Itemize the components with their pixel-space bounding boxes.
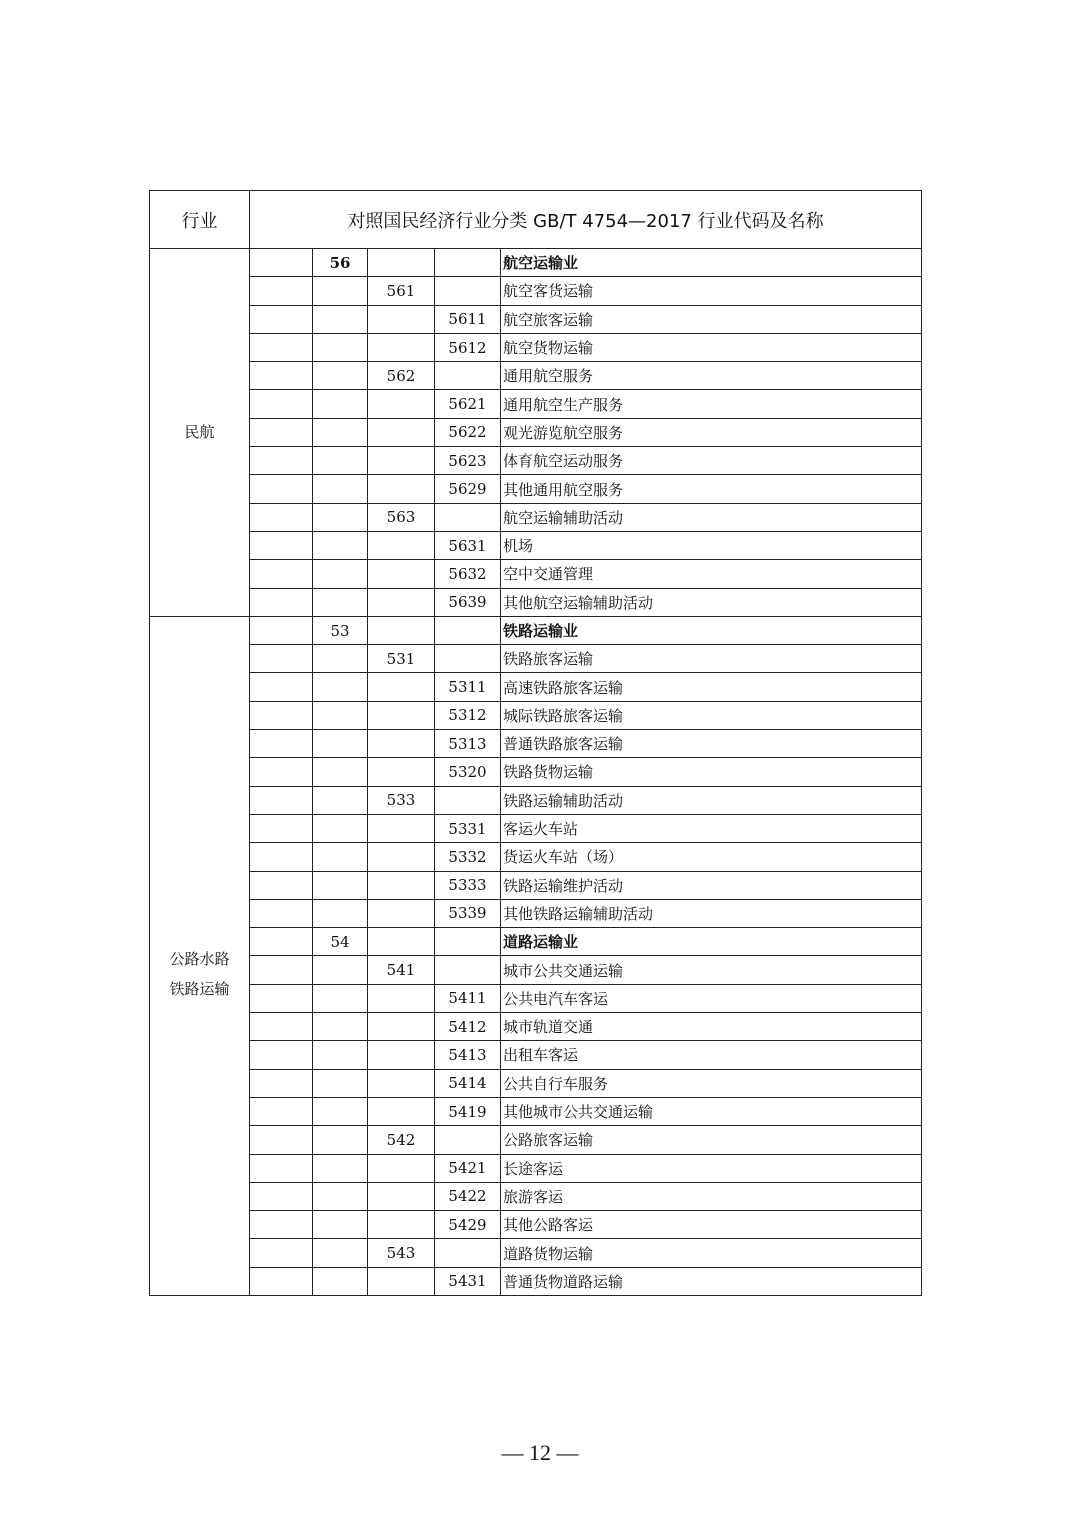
blank-cell	[250, 475, 313, 503]
blank-cell	[250, 899, 313, 927]
industry-code-name: 铁路旅客运输	[501, 645, 922, 673]
class-code: 5631	[435, 531, 501, 559]
industry-code-name: 航空运输辅助活动	[501, 503, 922, 531]
group-code: 543	[368, 1239, 435, 1267]
group-code	[368, 1182, 435, 1210]
group-code	[368, 730, 435, 758]
industry-code-name: 城际铁路旅客运输	[501, 701, 922, 729]
table-row	[150, 1069, 922, 1097]
class-code: 5639	[435, 588, 501, 616]
industry-code-name: 普通货物道路运输	[501, 1267, 922, 1295]
table-row	[150, 928, 922, 956]
division-code	[313, 814, 368, 842]
blank-cell	[250, 390, 313, 418]
group-code	[368, 899, 435, 927]
industry-code-name: 其他航空运输辅助活动	[501, 588, 922, 616]
division-code	[313, 390, 368, 418]
division-code: 54	[313, 928, 368, 956]
industry-code-name: 高速铁路旅客运输	[501, 673, 922, 701]
blank-cell	[250, 701, 313, 729]
class-code: 5331	[435, 814, 501, 842]
blank-cell	[250, 645, 313, 673]
class-code: 5421	[435, 1154, 501, 1182]
class-code: 5431	[435, 1267, 501, 1295]
blank-cell	[250, 1239, 313, 1267]
division-code	[313, 531, 368, 559]
group-code	[368, 305, 435, 333]
division-code	[313, 758, 368, 786]
table-row	[150, 645, 922, 673]
table-row	[150, 758, 922, 786]
group-code	[368, 1097, 435, 1125]
table-row	[150, 447, 922, 475]
group-code	[368, 1211, 435, 1239]
table-row	[150, 786, 922, 814]
industry-code-name: 公路旅客运输	[501, 1126, 922, 1154]
division-code	[313, 956, 368, 984]
blank-cell	[250, 588, 313, 616]
class-code: 5413	[435, 1041, 501, 1069]
table-row	[150, 390, 922, 418]
group-code	[368, 531, 435, 559]
blank-cell	[250, 814, 313, 842]
blank-cell	[250, 928, 313, 956]
division-code	[313, 1041, 368, 1069]
table-row	[150, 1126, 922, 1154]
class-code: 5333	[435, 871, 501, 899]
class-code: 5622	[435, 418, 501, 446]
table-row	[150, 503, 922, 531]
industry-name: 民航	[184, 423, 215, 442]
group-code	[368, 249, 435, 277]
division-code	[313, 362, 368, 390]
class-code: 5419	[435, 1097, 501, 1125]
table-row	[150, 984, 922, 1012]
class-code: 5313	[435, 730, 501, 758]
industry-code-name: 航空运输业	[501, 249, 922, 277]
division-code	[313, 1126, 368, 1154]
class-code: 5429	[435, 1211, 501, 1239]
industry-code-table	[149, 190, 922, 1296]
industry-cell	[150, 249, 250, 617]
class-code: 5332	[435, 843, 501, 871]
division-code	[313, 984, 368, 1012]
group-code: 563	[368, 503, 435, 531]
group-code	[368, 390, 435, 418]
industry-code-name: 长途客运	[501, 1154, 922, 1182]
division-code	[313, 447, 368, 475]
division-code	[313, 1267, 368, 1295]
industry-code-name: 空中交通管理	[501, 560, 922, 588]
class-code	[435, 362, 501, 390]
blank-cell	[250, 503, 313, 531]
table-row	[150, 673, 922, 701]
group-code	[368, 701, 435, 729]
industry-code-name: 铁路运输业	[501, 616, 922, 644]
table-row	[150, 475, 922, 503]
class-code	[435, 956, 501, 984]
class-code: 5339	[435, 899, 501, 927]
industry-code-name: 客运火车站	[501, 814, 922, 842]
industry-name-line: 公路水路	[169, 949, 230, 968]
group-code	[368, 447, 435, 475]
table-row	[150, 249, 922, 277]
class-code: 5632	[435, 560, 501, 588]
group-code: 542	[368, 1126, 435, 1154]
class-code: 5320	[435, 758, 501, 786]
division-code	[313, 418, 368, 446]
class-code	[435, 1239, 501, 1267]
division-code	[313, 277, 368, 305]
division-code	[313, 899, 368, 927]
table-row	[150, 560, 922, 588]
industry-code-name: 观光游览航空服务	[501, 418, 922, 446]
division-code	[313, 673, 368, 701]
industry-code-name: 旅游客运	[501, 1182, 922, 1210]
header-industry: 行业	[150, 191, 250, 249]
table-row	[150, 616, 922, 644]
blank-cell	[250, 758, 313, 786]
division-code	[313, 730, 368, 758]
industry-name-line: 铁路运输	[169, 979, 230, 998]
blank-cell	[250, 786, 313, 814]
class-code: 5623	[435, 447, 501, 475]
industry-code-name: 城市轨道交通	[501, 1013, 922, 1041]
division-code	[313, 871, 368, 899]
industry-code-name: 普通铁路旅客运输	[501, 730, 922, 758]
blank-cell	[250, 447, 313, 475]
blank-cell	[250, 560, 313, 588]
table-row	[150, 956, 922, 984]
table-row	[150, 871, 922, 899]
group-code	[368, 1013, 435, 1041]
industry-code-name: 其他通用航空服务	[501, 475, 922, 503]
blank-cell	[250, 673, 313, 701]
table-row	[150, 305, 922, 333]
industry-code-name: 出租车客运	[501, 1041, 922, 1069]
table-row	[150, 814, 922, 842]
division-code	[313, 786, 368, 814]
industry-code-name: 航空客货运输	[501, 277, 922, 305]
industry-code-name: 通用航空服务	[501, 362, 922, 390]
division-code	[313, 1013, 368, 1041]
header-codes: 对照国民经济行业分类 GB/T 4754—2017 行业代码及名称	[250, 191, 922, 249]
blank-cell	[250, 1069, 313, 1097]
blank-cell	[250, 1041, 313, 1069]
group-code	[368, 1154, 435, 1182]
class-code: 5312	[435, 701, 501, 729]
blank-cell	[250, 362, 313, 390]
class-code: 5311	[435, 673, 501, 701]
table-row	[150, 333, 922, 361]
blank-cell	[250, 1154, 313, 1182]
blank-cell	[250, 871, 313, 899]
group-code	[368, 418, 435, 446]
blank-cell	[250, 1267, 313, 1295]
table-row	[150, 1097, 922, 1125]
division-code	[313, 503, 368, 531]
division-code: 56	[313, 249, 368, 277]
division-code	[313, 1182, 368, 1210]
blank-cell	[250, 1013, 313, 1041]
industry-code-name: 城市公共交通运输	[501, 956, 922, 984]
table-row	[150, 277, 922, 305]
division-code	[313, 588, 368, 616]
table-row	[150, 1267, 922, 1295]
class-code: 5412	[435, 1013, 501, 1041]
group-code	[368, 1069, 435, 1097]
industry-code-name: 其他铁路运输辅助活动	[501, 899, 922, 927]
division-code	[313, 701, 368, 729]
group-code: 533	[368, 786, 435, 814]
industry-code-name: 其他公路客运	[501, 1211, 922, 1239]
blank-cell	[250, 333, 313, 361]
industry-code-name: 通用航空生产服务	[501, 390, 922, 418]
division-code	[313, 305, 368, 333]
industry-code-name: 铁路运输维护活动	[501, 871, 922, 899]
group-code: 541	[368, 956, 435, 984]
blank-cell	[250, 418, 313, 446]
blank-cell	[250, 843, 313, 871]
industry-code-name: 航空旅客运输	[501, 305, 922, 333]
table-row	[150, 418, 922, 446]
class-code: 5629	[435, 475, 501, 503]
division-code: 53	[313, 616, 368, 644]
table-row	[150, 701, 922, 729]
class-code	[435, 249, 501, 277]
group-code	[368, 616, 435, 644]
group-code	[368, 588, 435, 616]
class-code: 5422	[435, 1182, 501, 1210]
industry-code-name: 公共电汽车客运	[501, 984, 922, 1012]
group-code	[368, 928, 435, 956]
group-code	[368, 560, 435, 588]
table-header-row	[150, 191, 922, 249]
table-row	[150, 730, 922, 758]
blank-cell	[250, 277, 313, 305]
blank-cell	[250, 1182, 313, 1210]
industry-code-name: 航空货物运输	[501, 333, 922, 361]
industry-cell	[150, 616, 250, 1295]
group-code: 562	[368, 362, 435, 390]
class-code: 5611	[435, 305, 501, 333]
table-row	[150, 362, 922, 390]
table-row	[150, 1239, 922, 1267]
group-code	[368, 758, 435, 786]
group-code: 561	[368, 277, 435, 305]
class-code	[435, 786, 501, 814]
page-number: — 12 —	[501, 1440, 579, 1465]
group-code	[368, 814, 435, 842]
group-code	[368, 1041, 435, 1069]
table-row	[150, 531, 922, 559]
class-code	[435, 503, 501, 531]
industry-code-name: 铁路货物运输	[501, 758, 922, 786]
class-code: 5621	[435, 390, 501, 418]
division-code	[313, 1211, 368, 1239]
table-row	[150, 1041, 922, 1069]
division-code	[313, 1154, 368, 1182]
blank-cell	[250, 305, 313, 333]
industry-code-name: 道路运输业	[501, 928, 922, 956]
blank-cell	[250, 1126, 313, 1154]
blank-cell	[250, 616, 313, 644]
group-code	[368, 843, 435, 871]
division-code	[313, 1069, 368, 1097]
blank-cell	[250, 531, 313, 559]
industry-code-name: 货运火车站（场）	[501, 843, 922, 871]
division-code	[313, 1239, 368, 1267]
table-row	[150, 1211, 922, 1239]
blank-cell	[250, 249, 313, 277]
table-row	[150, 588, 922, 616]
industry-code-name: 铁路运输辅助活动	[501, 786, 922, 814]
industry-code-name: 机场	[501, 531, 922, 559]
class-code	[435, 928, 501, 956]
division-code	[313, 1097, 368, 1125]
blank-cell	[250, 956, 313, 984]
industry-code-name: 其他城市公共交通运输	[501, 1097, 922, 1125]
group-code	[368, 333, 435, 361]
blank-cell	[250, 1097, 313, 1125]
division-code	[313, 843, 368, 871]
class-code: 5612	[435, 333, 501, 361]
group-code	[368, 871, 435, 899]
division-code	[313, 560, 368, 588]
class-code	[435, 277, 501, 305]
group-code	[368, 475, 435, 503]
table-row	[150, 899, 922, 927]
group-code	[368, 673, 435, 701]
table-row	[150, 1154, 922, 1182]
class-code	[435, 1126, 501, 1154]
table-row	[150, 1182, 922, 1210]
group-code: 531	[368, 645, 435, 673]
blank-cell	[250, 1211, 313, 1239]
table-row	[150, 1013, 922, 1041]
blank-cell	[250, 984, 313, 1012]
industry-code-name: 体育航空运动服务	[501, 447, 922, 475]
blank-cell	[250, 730, 313, 758]
class-code	[435, 616, 501, 644]
industry-code-name: 道路货物运输	[501, 1239, 922, 1267]
industry-code-name: 公共自行车服务	[501, 1069, 922, 1097]
division-code	[313, 645, 368, 673]
class-code	[435, 645, 501, 673]
table-row	[150, 843, 922, 871]
class-code: 5414	[435, 1069, 501, 1097]
class-code: 5411	[435, 984, 501, 1012]
division-code	[313, 475, 368, 503]
group-code	[368, 1267, 435, 1295]
division-code	[313, 333, 368, 361]
group-code	[368, 984, 435, 1012]
